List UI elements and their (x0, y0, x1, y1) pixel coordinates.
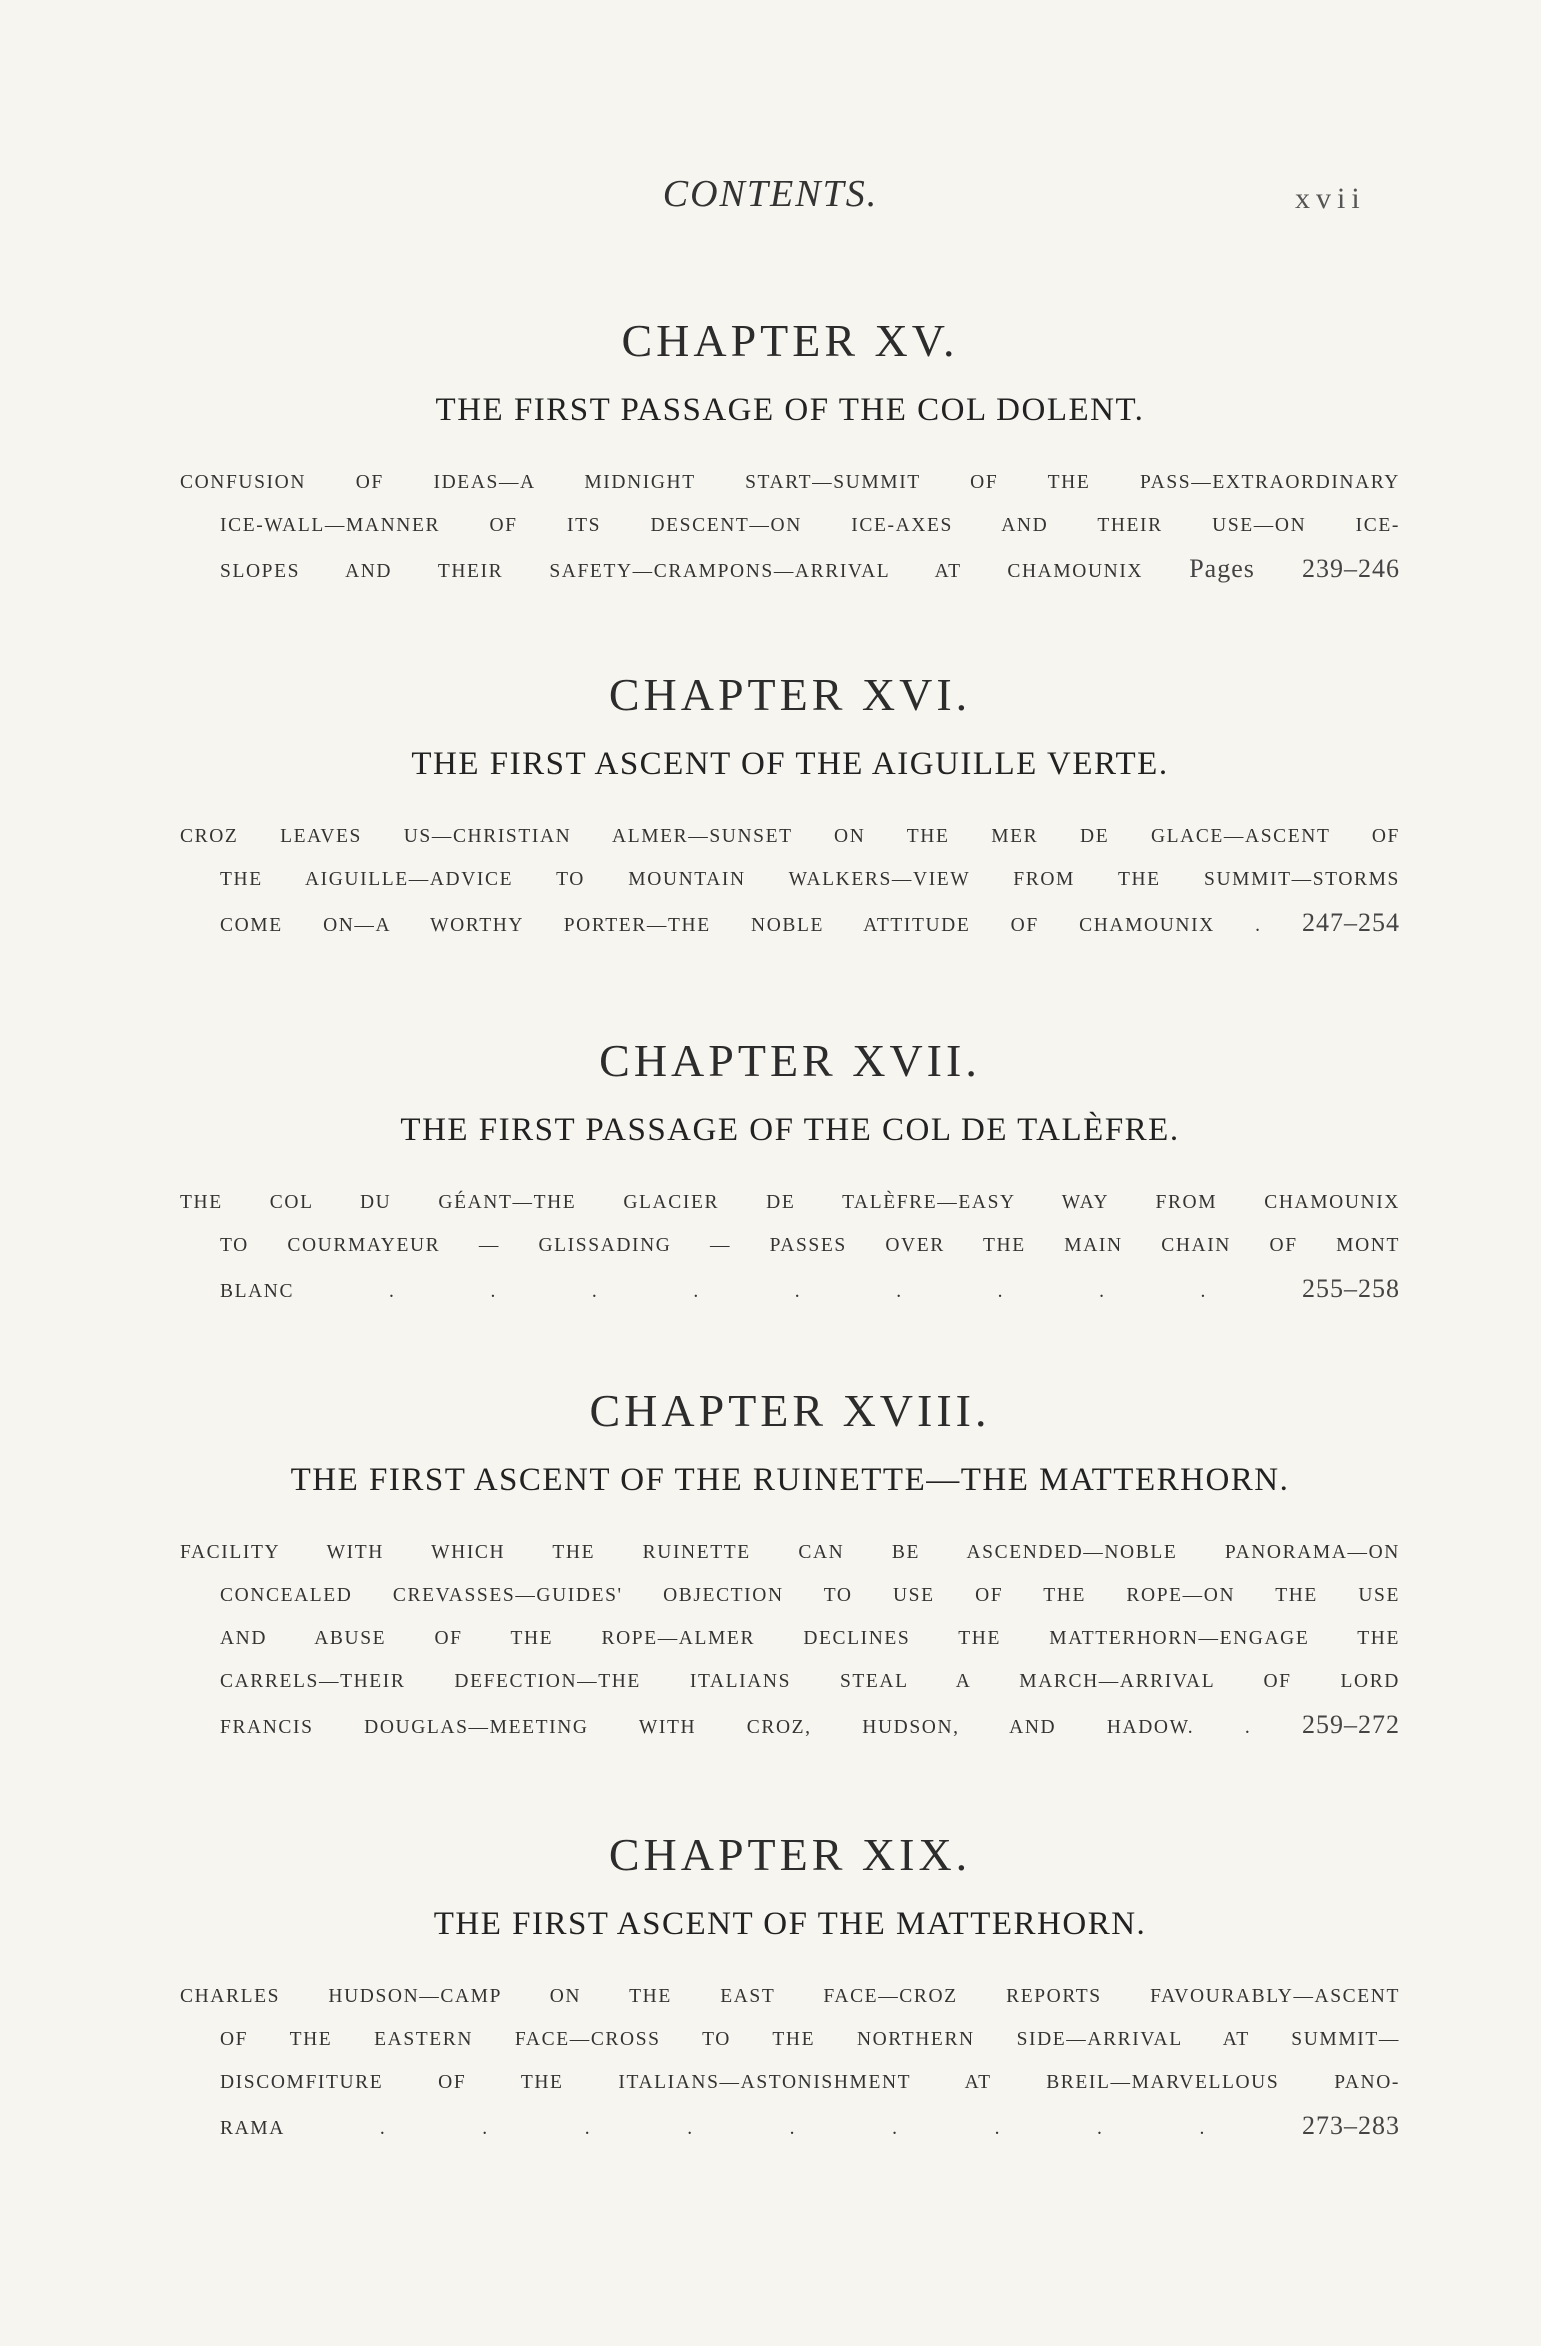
chapter-number: CHAPTER XVI. (608, 669, 972, 720)
chapter-title: THE FIRST ASCENT OF THE AIGUILLE VERTE. (411, 746, 1169, 782)
summary-line: CARRELS—THEIR DEFECTION—THE ITALIANS STEAL A MARCH—ARRIVAL OF LORD (220, 1671, 1400, 1692)
chapter-entry (180, 315, 1400, 590)
summary-line: CONFUSION OF IDEAS—A MIDNIGHT START—SUMMIT OF THE PASS—EXTRAORDINARY (180, 472, 1400, 493)
chapter-title: THE FIRST PASSAGE OF THE COL DE TALÈFRE. (400, 1112, 1180, 1148)
chapter-number: CHAPTER XVIII. (589, 1385, 991, 1436)
page-number: xvii (1295, 182, 1366, 215)
chapter-title: THE FIRST PASSAGE OF THE COL DOLENT. (435, 392, 1145, 428)
summary-line: AND ABUSE OF THE ROPE—ALMER DECLINES THE MATTERHORN—ENGAGE THE (220, 1628, 1400, 1649)
summary-line: FACILITY WITH WHICH THE RUINETTE CAN BE ASCENDED—NOBLE PANORAMA—ON (180, 1542, 1400, 1563)
running-head-title: CONTENTS. (662, 173, 879, 215)
chapter-number: CHAPTER XV. (621, 315, 959, 366)
summary-line: CONCEALED CREVASSES—GUIDES' OBJECTION TO USE OF THE ROPE—ON THE USE (220, 1585, 1400, 1606)
chapter-number: CHAPTER XVII. (599, 1035, 981, 1086)
chapter-entry (180, 1035, 1400, 1310)
summary-line: THE COL DU GÉANT—THE GLACIER DE TALÈFRE—EASY WAY FROM CHAMOUNIX (180, 1192, 1400, 1213)
chapter-entry (180, 1385, 1400, 1746)
summary-line: CROZ LEAVES US—CHRISTIAN ALMER—SUNSET ON THE MER DE GLACE—ASCENT OF (180, 826, 1400, 847)
chapter-title: THE FIRST ASCENT OF THE RUINETTE—THE MATTERHORN. (290, 1462, 1290, 1498)
chapter-entry (180, 669, 1400, 944)
summary-line: THE AIGUILLE—ADVICE TO MOUNTAIN WALKERS—VIEW FROM THE SUMMIT—STORMS (220, 869, 1400, 890)
chapter-summary (180, 1181, 1400, 1310)
page-range: 273–283 (1302, 2111, 1400, 2140)
page-range: 255–258 (1302, 1274, 1400, 1303)
summary-line: COME ON—A WORTHY PORTER—THE NOBLE ATTITUDE OF CHAMOUNIX . 247–254 (220, 908, 1400, 937)
chapter-summary (180, 1531, 1400, 1746)
summary-line: FRANCIS DOUGLAS—MEETING WITH CROZ, HUDSON, AND HADOW. . 259–272 (220, 1710, 1400, 1739)
summary-line: ICE-WALL—MANNER OF ITS DESCENT—ON ICE-AXES AND THEIR USE—ON ICE- (220, 515, 1400, 536)
summary-line: SLOPES AND THEIR SAFETY—CRAMPONS—ARRIVAL AT CHAMOUNIX Pages 239–246 (220, 554, 1400, 583)
summary-line: DISCOMFITURE OF THE ITALIANS—ASTONISHMENT AT BREIL—MARVELLOUS PANO- (220, 2072, 1400, 2093)
summary-line: CHARLES HUDSON—CAMP ON THE EAST FACE—CROZ REPORTS FAVOURABLY—ASCENT (180, 1986, 1400, 2007)
chapter-summary (180, 815, 1400, 944)
chapter-summary (180, 461, 1400, 590)
chapter-entry (180, 1829, 1400, 2147)
page-range: 259–272 (1302, 1710, 1400, 1739)
summary-line: OF THE EASTERN FACE—CROSS TO THE NORTHERN SIDE—ARRIVAL AT SUMMIT— (220, 2029, 1400, 2050)
summary-line: TO COURMAYEUR — GLISSADING — PASSES OVER THE MAIN CHAIN OF MONT (220, 1235, 1400, 1256)
summary-line: BLANC . . . . . . . . . 255–258 (220, 1274, 1400, 1303)
running-head (0, 172, 1541, 222)
summary-line: RAMA . . . . . . . . . 273–283 (220, 2111, 1400, 2140)
chapter-title: THE FIRST ASCENT OF THE MATTERHORN. (433, 1906, 1147, 1942)
chapter-summary (180, 1975, 1400, 2147)
page-range: Pages 239–246 (1189, 554, 1400, 583)
page-range: 247–254 (1302, 908, 1400, 937)
chapter-number: CHAPTER XIX. (608, 1829, 972, 1880)
